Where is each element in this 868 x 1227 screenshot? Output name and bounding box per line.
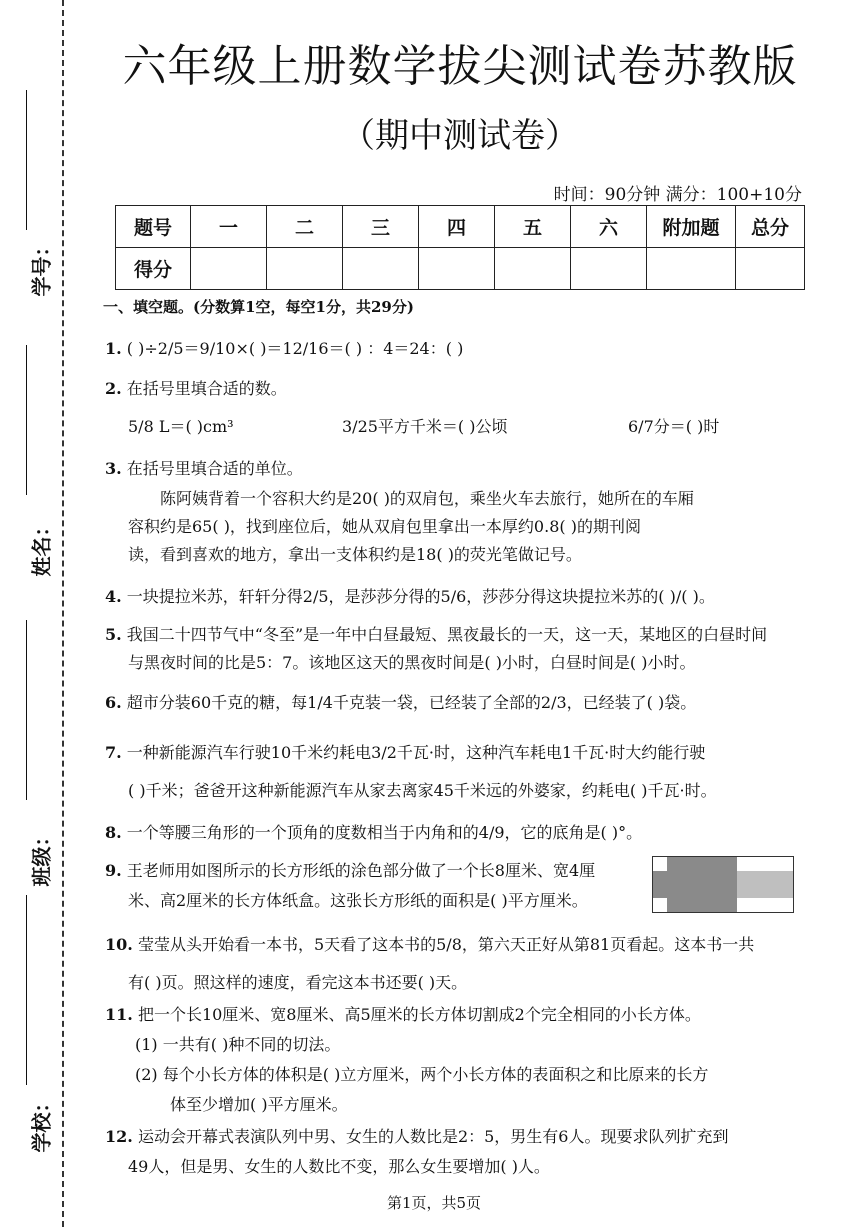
score-table [115, 205, 805, 290]
question-3 [105, 456, 303, 479]
question-8 [105, 820, 642, 843]
question-number: 11. [105, 1005, 133, 1024]
student-id-line[interactable] [26, 90, 27, 230]
paper-diagram [652, 856, 794, 913]
question-text: 莹莹从头开始看一本书，5天看了这本书的5/8，第六天正好从第81页看起。这本书一共 [137, 935, 755, 954]
score-header-cell: 六 [571, 206, 647, 248]
question-1 [105, 336, 463, 359]
question-text: 在括号里填合适的数。 [126, 379, 287, 398]
question-3-line: 容积约是65( )，找到座位后，她从双肩包里拿出一本厚约0.8( )的期刊阅 [128, 517, 641, 536]
question-11-sub: (1) 一共有( )种不同的切法。 [135, 1035, 341, 1054]
score-header-cell: 三 [343, 206, 419, 248]
question-number: 3. [105, 459, 122, 478]
score-cell[interactable] [267, 248, 343, 290]
score-cell[interactable] [736, 248, 805, 290]
question-6 [105, 690, 696, 713]
question-number: 6. [105, 693, 122, 712]
class-label: 班级： [29, 826, 54, 887]
question-text: 我国二十四节气中“冬至”是一年中白昼最短、黑夜最长的一天，这一天，某地区的白昼时间 [126, 625, 768, 644]
question-text: 运动会开幕式表演队列中男、女生的人数比是2：5，男生有6人。现要求队列扩充到 [137, 1127, 729, 1146]
page-footer: 第1页，共5页 [386, 1194, 482, 1212]
question-3-line: 陈阿姨背着一个容积大约是20( )的双肩包，乘坐火车去旅行，她所在的车厢 [160, 489, 694, 508]
time-info: 时间：90分钟 满分：100+10分 [553, 185, 802, 205]
question-text: 一个等腰三角形的一个顶角的度数相当于内角和的4/9，它的底角是( )°。 [126, 823, 643, 842]
question-number: 7. [105, 743, 122, 762]
score-header-cell: 题号 [116, 206, 191, 248]
score-cell[interactable] [191, 248, 267, 290]
score-cell[interactable] [419, 248, 495, 290]
school-label: 学校： [29, 1092, 54, 1153]
question-12-line: 49人，但是男、女生的人数比不变，那么女生要增加( )人。 [128, 1157, 550, 1176]
class-line[interactable] [26, 620, 27, 800]
cut-line [62, 0, 64, 1227]
question-number: 8. [105, 823, 122, 842]
question-4 [105, 584, 715, 607]
school-line[interactable] [26, 895, 27, 1085]
score-cell[interactable] [343, 248, 419, 290]
question-number: 1. [105, 339, 122, 358]
question-text: 把一个长10厘米、宽8厘米、高5厘米的长方体切割成2个完全相同的小长方体。 [137, 1005, 701, 1024]
question-2 [105, 376, 287, 399]
score-header-cell: 二 [267, 206, 343, 248]
shaded-side [737, 871, 793, 898]
name-label: 姓名： [29, 516, 54, 577]
score-value-row [116, 248, 805, 290]
section-heading: 一、填空题。(分数算1空，每空1分，共29分) [103, 298, 414, 316]
question-number: 10. [105, 935, 133, 954]
question-12 [105, 1124, 728, 1147]
shaded-base [653, 871, 737, 898]
binding-margin [0, 0, 90, 1227]
question-9-line: 米、高2厘米的长方体纸盒。这张长方形纸的面积是( )平方厘米。 [128, 891, 588, 910]
student-id-label: 学号： [29, 236, 54, 297]
score-cell[interactable] [647, 248, 736, 290]
score-header-cell: 一 [191, 206, 267, 248]
score-header-cell: 附加题 [647, 206, 736, 248]
question-5 [105, 622, 767, 645]
question-2c: 6/7分＝( )时 [628, 417, 720, 436]
question-11-sub: (2) 每个小长方体的体积是( )立方厘米，两个小长方体的表面积之和比原来的长方 [135, 1065, 709, 1084]
question-9 [105, 858, 595, 881]
question-text: ( )÷2/5＝9/10×( )＝12/16＝( ) ：4＝24：( ) [126, 339, 464, 358]
question-10-line: 有( )页。照这样的速度，看完这本书还要( )天。 [128, 973, 468, 992]
score-cell[interactable] [495, 248, 571, 290]
question-text: 一块提拉米苏，轩轩分得2/5，是莎莎分得的5/6，莎莎分得这块提拉米苏的( )/( )。 [126, 587, 715, 606]
question-2a: 5/8 L＝( )cm³ [128, 417, 234, 436]
question-number: 5. [105, 625, 122, 644]
name-line[interactable] [26, 345, 27, 495]
question-text: 在括号里填合适的单位。 [126, 459, 303, 478]
question-number: 2. [105, 379, 122, 398]
question-text: 王老师用如图所示的长方形纸的涂色部分做了一个长8厘米、宽4厘 [126, 861, 596, 880]
score-cell[interactable] [571, 248, 647, 290]
shaded-strip [667, 857, 737, 871]
question-text: 超市分装60千克的糖，每1/4千克装一袋，已经装了全部的2/3，已经装了( )袋。 [126, 693, 697, 712]
question-number: 4. [105, 587, 122, 606]
question-7 [105, 740, 705, 763]
question-number: 12. [105, 1127, 133, 1146]
page-title: 六年级上册数学拔尖测试卷苏教版 [122, 41, 798, 92]
score-row-label: 得分 [116, 248, 191, 290]
shaded-strip [667, 898, 737, 912]
question-10 [105, 932, 754, 955]
question-text: 一种新能源汽车行驶10千米约耗电3/2千瓦·时，这种汽车耗电1千瓦·时大约能行驶 [126, 743, 706, 762]
page-subtitle: （期中测试卷） [341, 116, 579, 156]
score-header-cell: 五 [495, 206, 571, 248]
question-3-line: 读，看到喜欢的地方，拿出一支体积约是18( )的荧光笔做记号。 [128, 545, 582, 564]
score-header-cell: 总分 [736, 206, 805, 248]
question-number: 9. [105, 861, 122, 880]
question-2b: 3/25平方千米＝( )公顷 [342, 417, 508, 436]
question-5-line: 与黑夜时间的比是5：7。该地区这天的黑夜时间是( )小时，白昼时间是( )小时。 [128, 653, 696, 672]
question-11-sub: 体至少增加( )平方厘米。 [170, 1095, 348, 1114]
question-11 [105, 1002, 701, 1025]
score-header-row [116, 206, 805, 248]
score-header-cell: 四 [419, 206, 495, 248]
question-7-line: ( )千米；爸爸开这种新能源汽车从家去离家45千米远的外婆家，约耗电( )千瓦·时。 [128, 781, 717, 800]
